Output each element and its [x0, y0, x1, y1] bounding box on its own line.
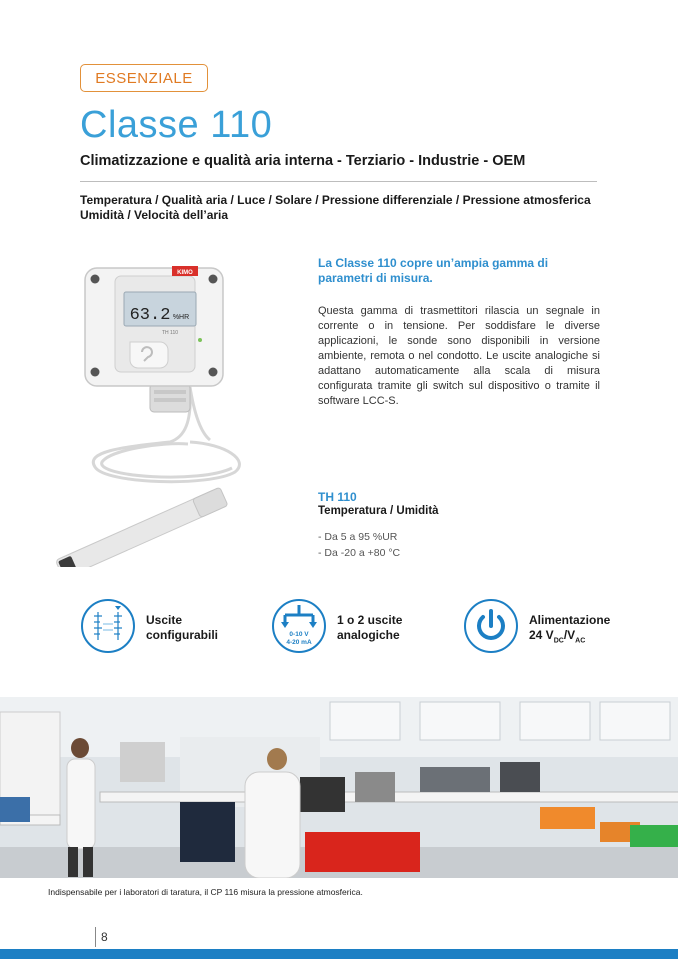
essenziale-badge: ESSENZIALE	[80, 64, 208, 92]
svg-text:4-20 mA: 4-20 mA	[286, 639, 312, 646]
outputs-icon	[271, 598, 327, 654]
page-number-divider	[95, 927, 96, 947]
model-description: Temperatura / Umidità	[318, 505, 439, 517]
spec-humidity: - Da 5 a 95 %UR	[318, 531, 398, 543]
power-icon	[463, 598, 519, 654]
page-title: Classe 110	[80, 104, 273, 146]
feature-outputs-label: Uscite configurabili	[146, 613, 218, 642]
svg-text:0-10 V: 0-10 V	[289, 631, 309, 638]
feature-analog-label: 1 o 2 uscite analogiche	[337, 613, 403, 642]
brand-logo: KIMO	[177, 270, 193, 276]
photo-caption: Indispensabile per i laboratori di taratura, il CP 116 misura la pressione atmosferica.	[48, 887, 363, 897]
description-text: Questa gamma di trasmettitori rilascia un segnale in corrente o in tensione. Per soddisfare le diverse applicazioni, le sonde sono disponibili in versione ambiente, remota o nel condotto. Le uscite analogiche si adattano automaticamente alla scala di misura configurata tramite gli switch sul dispositivo o tramite il software LCC-S.	[318, 305, 600, 407]
scale-icon	[80, 598, 136, 654]
display-unit: %HR	[172, 314, 190, 321]
transmitter-image	[50, 262, 255, 567]
display-value: 63.2	[129, 306, 171, 325]
footer-bar	[0, 949, 678, 959]
laboratory-photo	[0, 697, 678, 878]
page-subtitle: Climatizzazione e qualità aria interna - Terziario - Industrie - OEM	[80, 153, 526, 169]
parameters-list: Temperatura / Qualità aria / Luce / Solare / Pressione differenziale / Pressione atmosferica Umidità / Velocità dell’aria	[80, 193, 591, 222]
model-name: TH 110	[318, 490, 357, 504]
divider	[80, 181, 597, 182]
device-model-small: TH 110	[161, 330, 179, 336]
page-number: 8	[101, 930, 108, 944]
intro-text: La Classe 110 copre un’ampia gamma di parametri di misura.	[318, 256, 549, 285]
spec-temperature: - Da -20 a +80 °C	[318, 547, 401, 559]
feature-power-label: Alimentazione 24 $V_{DC}/V_{AC}$	[529, 613, 611, 645]
